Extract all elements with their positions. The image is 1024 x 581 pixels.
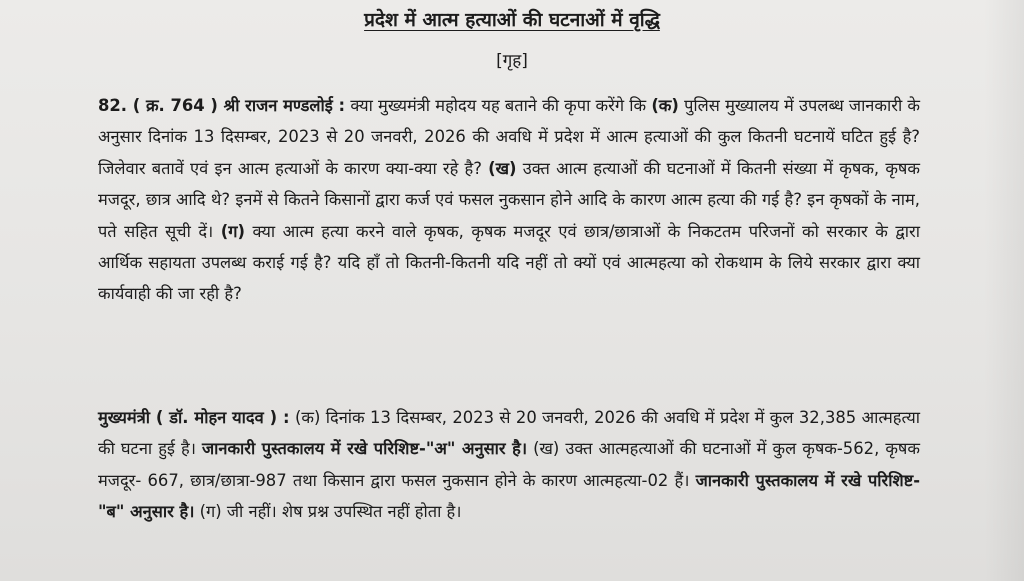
answer-paragraph — [98, 402, 920, 528]
question-number: 82. ( क्र. 764 ) श्री राजन मण्डलोई : — [98, 96, 346, 115]
department-label: [गृह] — [496, 51, 528, 71]
question-part-b-label: (ख) — [488, 158, 517, 178]
question-part-a-label: (क) — [651, 96, 679, 115]
answer-speaker: मुख्यमंत्री ( डॉ. मोहन यादव ) : — [98, 408, 290, 427]
question-part-b-text: उक्त आत्म हत्याओं की घटनाओं में कितनी संख्या में कृषक, कृषक मजदूर, छात्र आदि थे? इनमें से कितने किसानों द्वारा कर्ज एवं फसल नुकसान होने आदि के कारण आत्म हत्या की गई है? इन कृषकों के नाम, पते सहित सूची दें। — [98, 158, 920, 241]
answer-part-b-label: (ख) — [533, 439, 560, 459]
answer-part-b-text: उक्त आत्महत्याओं की घटनाओं में कुल कृषक-562, कृषक मजदूर- 667, छात्र/छात्रा-987 तथा किसान द्वारा फसल नुकसान होने के कारण आत्महत्या-02 हैं। — [98, 439, 920, 490]
question-intro: क्या मुख्यमंत्री महोदय यह बताने की कृपा करेंगे कि — [350, 96, 647, 115]
page-title: प्रदेश में आत्म हत्याओं की घटनाओं में वृद्धि — [364, 9, 660, 31]
question-part-a-text: पुलिस मुख्यालय में उपलब्ध जानकारी के अनुसार दिनांक 13 दिसम्बर, 2023 से 20 जनवरी, 2026 की अवधि में प्रदेश में आत्म हत्याओं की कुल कितनी घटनायें घटित हुई है? जिलेवार बतावें एवं इन आत्म हत्याओं के कारण क्या-क्या रहे है? — [98, 96, 920, 178]
answer-part-c-text: जी नहीं। शेष प्रश्न उपस्थित नहीं होता है। — [226, 502, 462, 522]
question-part-c-text: क्या आत्म हत्या करने वाले कृषक, कृषक मजदूर एवं छात्र/छात्राओं के निकटतम परिजनों को सरकार के द्वारा आर्थिक सहायता उपलब्ध कराई गई है? यदि हाँ तो कितनी-कितनी यदि नहीं तो क्यों एवं आत्महत्या को रोकथाम के लिये सरकार द्वारा क्या कार्यवाही की जा रही है? — [98, 221, 920, 304]
question-paragraph — [98, 90, 920, 310]
answer-part-a-label: (क) — [294, 408, 321, 427]
answer-part-a-text: दिनांक 13 दिसम्बर, 2023 से 20 जनवरी, 2026 की अवधि में प्रदेश में कुल 32,385 आत्महत्या की घटना हुई है। — [98, 408, 920, 459]
question-part-c-label: (ग) — [220, 221, 246, 241]
answer-part-a-reference: जानकारी पुस्तकालय में रखे परिशिष्ट-"अ" अनुसार है। — [201, 439, 528, 459]
page-edge-shadow — [984, 0, 1024, 581]
answer-part-b-reference: जानकारी पुस्तकालय में रखे परिशिष्ट-"ब" अनुसार है। — [98, 470, 920, 522]
answer-part-c-label: (ग) — [199, 502, 222, 522]
